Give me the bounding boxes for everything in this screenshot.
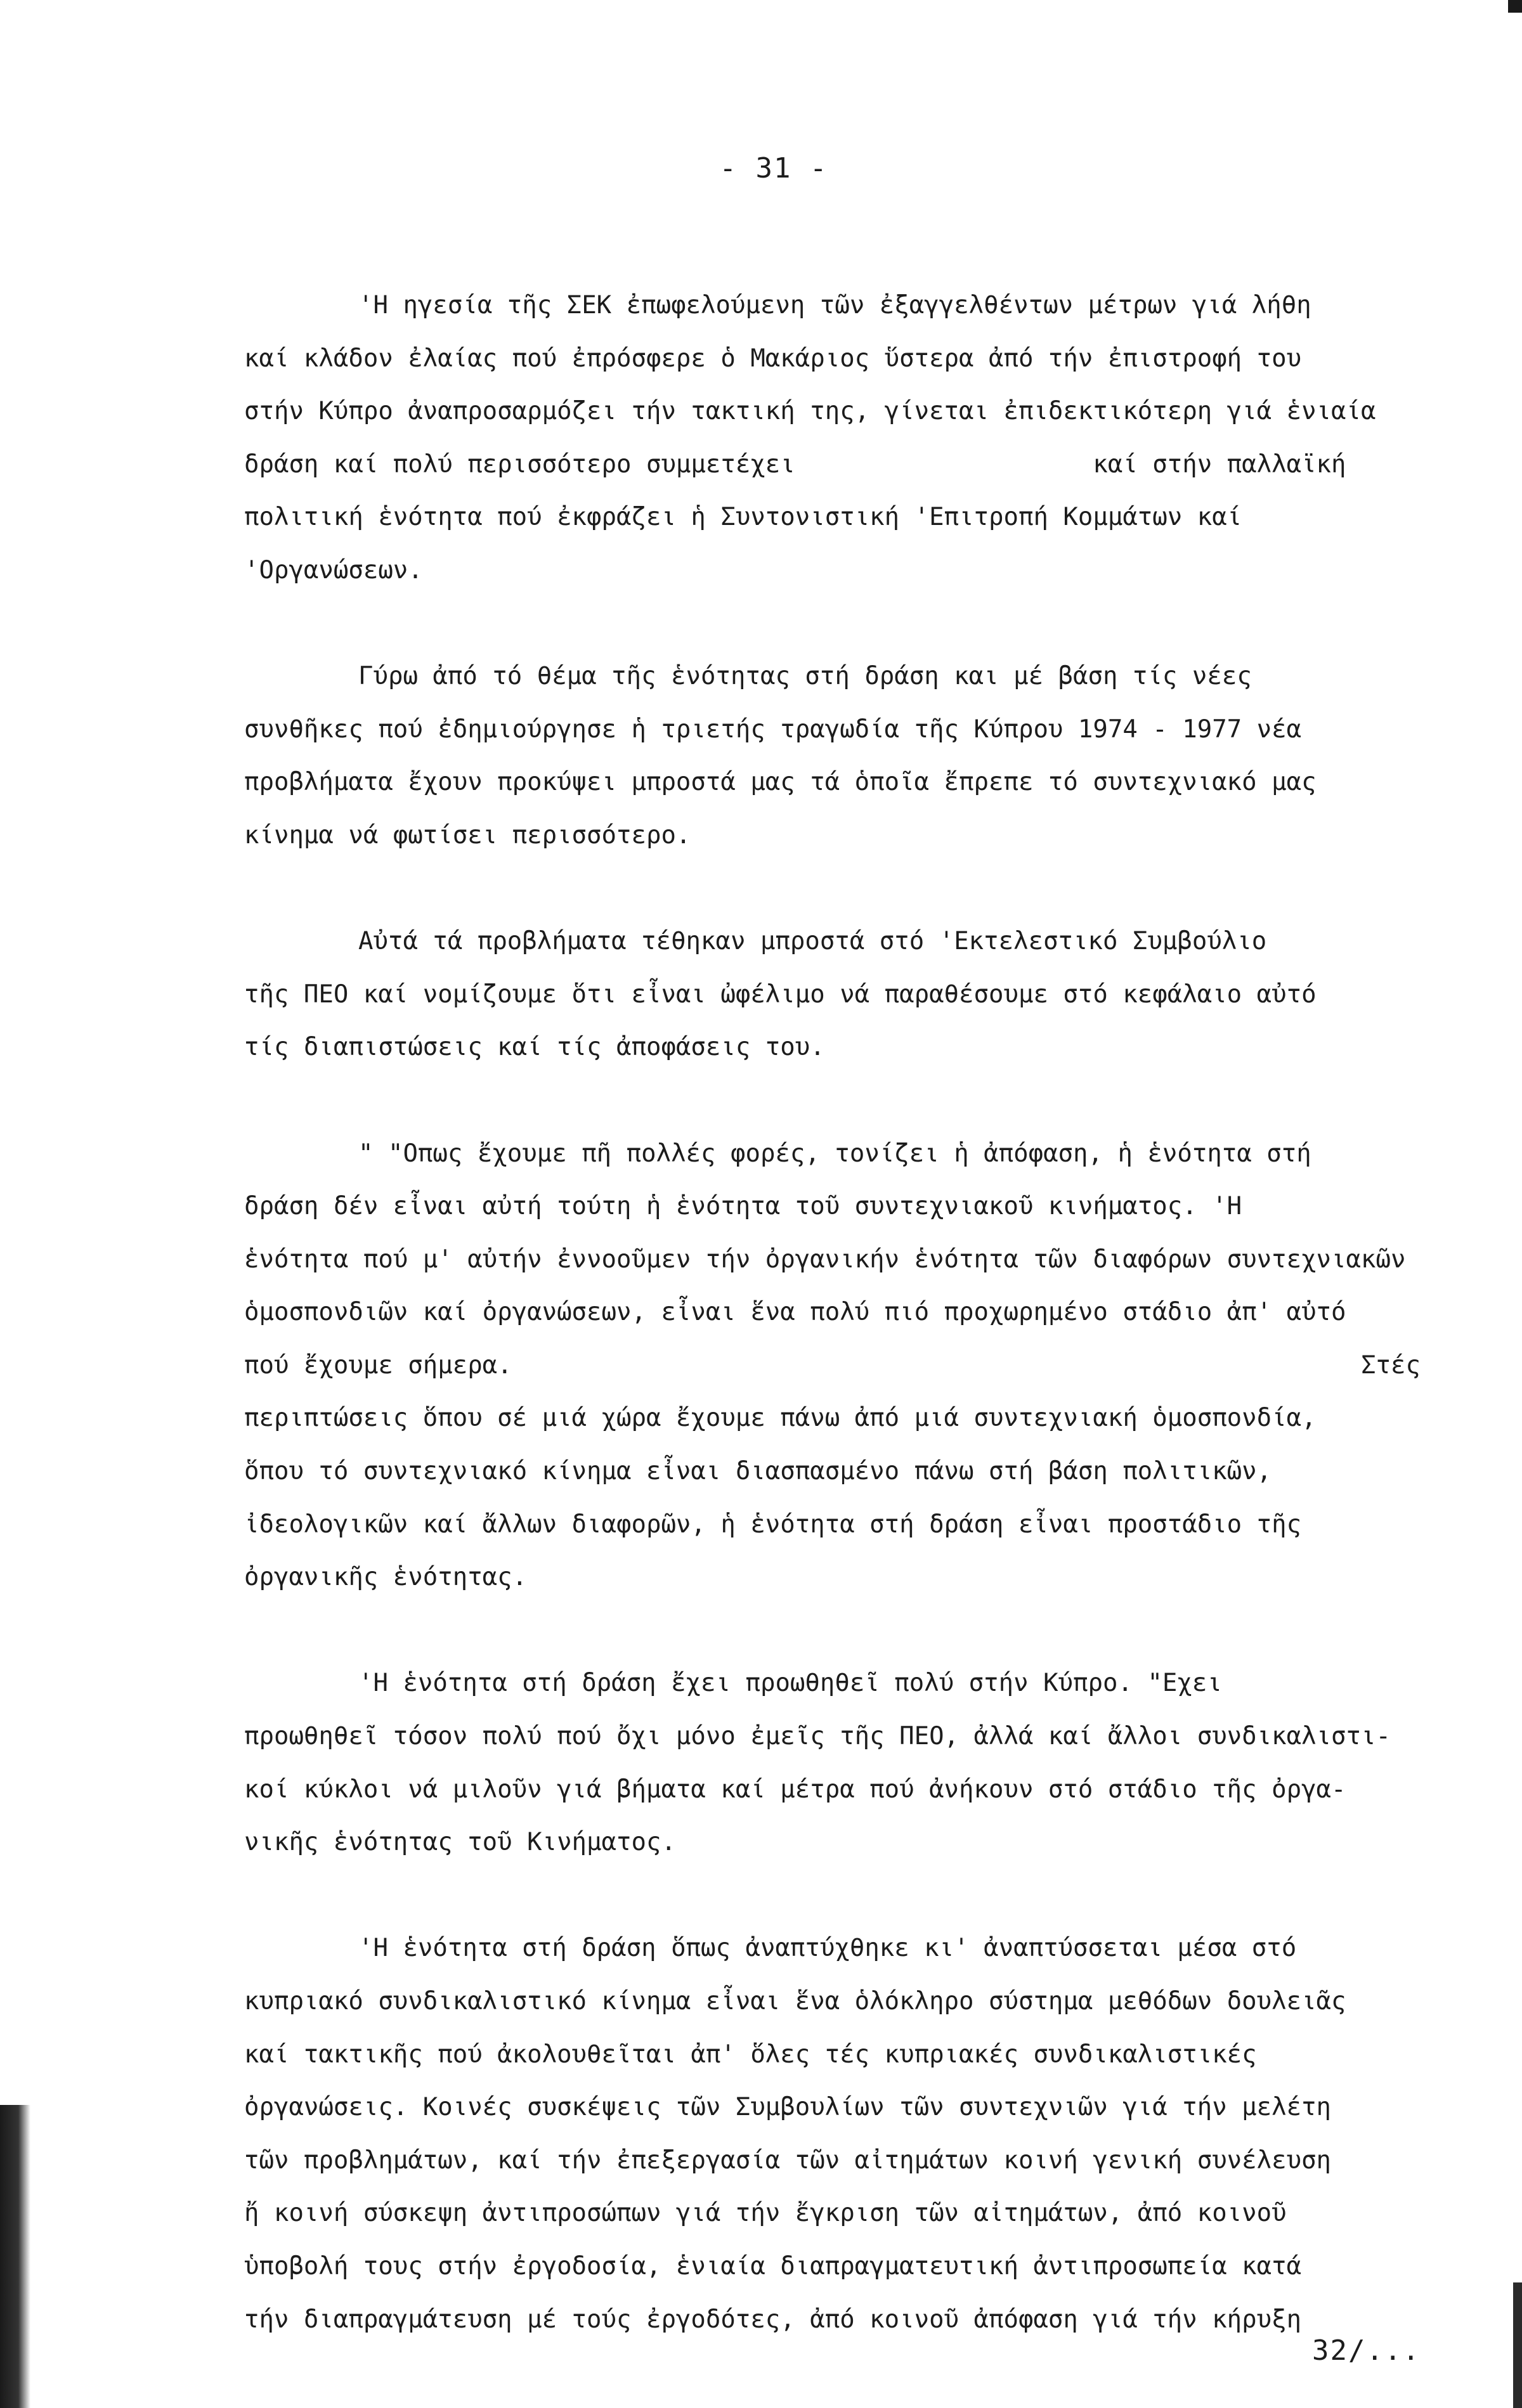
text-line: στήν Κύπρο ἀναπροσαρμόζει τήν τακτική της, γίνεται ἐπιδεκτικότερη γιά ἑνιαία bbox=[244, 397, 1376, 426]
paragraph-5 bbox=[244, 1657, 1471, 1868]
text-line: ὅπου τό συντεχνιακό κίνημα εἶναι διασπασμένο πάνω στή βάση πολιτικῶν, bbox=[244, 1457, 1272, 1486]
text-line: ἑνότητα πού μ' αὐτήν ἐννοοῦμεν τήν ὀργανικήν ἑνότητα τῶν διαφόρων συντεχνιακῶν bbox=[244, 1245, 1406, 1274]
text-line: περιπτώσεις ὅπου σέ μιά χώρα ἔχουμε πάνω ἀπό μιά συντεχνιακή ὁμοσπονδία, bbox=[244, 1404, 1317, 1433]
text-line: νικῆς ἑνότητας τοῦ Κινήματος. bbox=[244, 1828, 676, 1857]
text-line: 'Η ἑνότητα στή δράση ἔχει προωθηθεῖ πολύ στήν Κύπρο. "Εχει bbox=[358, 1669, 1222, 1698]
text-line: κίνημα νά φωτίσει περισσότερο. bbox=[244, 820, 691, 850]
text-line: τῶν προβλημάτων, καί τήν ἐπεξεργασία τῶν αἰτημάτων κοινή γενική συνέλευση bbox=[244, 2146, 1332, 2175]
text-line: καί κλάδον ἐλαίας πού ἐπρόσφερε ὁ Μακάριος ὕστερα ἀπό τήν ἐπιστροφή του bbox=[244, 344, 1302, 373]
text-line: ὀργανώσεις. Κοινές συσκέψεις τῶν Συμβουλίων τῶν συντεχνιῶν γιά τήν μελέτη bbox=[244, 2093, 1332, 2122]
paragraph-1 bbox=[244, 279, 1471, 597]
text-line: ὑποβολή τους στήν ἐργοδοσία, ἑνιαία διαπραγματευτική ἀντιπροσωπεία κατά bbox=[244, 2251, 1302, 2281]
text-line: τίς διαπιστώσεις καί τίς ἀποφάσεις του. bbox=[244, 1033, 825, 1062]
text-line: προβλήματα ἔχουν προκύψει μπροστά μας τά ὁποῖα ἔπρεπε τό συντεχνιακό μας bbox=[244, 768, 1317, 797]
text-line: τῆς ΠΕΟ καί νομίζουμε ὅτι εἶναι ὠφέλιμο νά παραθέσουμε στό κεφάλαιο αὐτό bbox=[244, 980, 1317, 1009]
text-line: καί τακτικῆς πού ἀκολουθεῖται ἀπ' ὅλες τές κυπριακές συνδικαλιστικές bbox=[244, 2040, 1257, 2069]
text-line: Γύρω ἀπό τό θέμα τῆς ἑνότητας στή δράση και μέ βάση τίς νέες bbox=[358, 662, 1252, 691]
text-line: πολιτική ἑνότητα πού ἐκφράζει ἡ Συντονιστική 'Επιτροπή Κομμάτων καί bbox=[244, 503, 1242, 532]
text-line: δράση καί πολύ περισσότερο συμμετέχει καί στήν παλλαϊκή bbox=[244, 450, 1346, 479]
scan-edge-shadow bbox=[1513, 2282, 1522, 2408]
text-line: κοί κύκλοι νά μιλοῦν γιά βήματα καί μέτρα πού ἀνήκουν στό στάδιο τῆς ὀργα- bbox=[244, 1775, 1346, 1804]
text-line: ὀργανικῆς ἑνότητας. bbox=[244, 1563, 528, 1592]
text-line: κυπριακό συνδικαλιστικό κίνημα εἶναι ἕνα ὁλόκληρο σύστημα μεθόδων δουλειᾶς bbox=[244, 1987, 1346, 2016]
text-line: τήν διαπραγμάτευση μέ τούς ἐργοδότες, ἀπό κοινοῦ ἀπόφαση γιά τήν κήρυξη bbox=[244, 2305, 1302, 2334]
text-line: ἰδεολογικῶν καί ἄλλων διαφορῶν, ἡ ἑνότητα στή δράση εἶναι προστάδιο τῆς bbox=[244, 1510, 1302, 1539]
text-line: προωθηθεῖ τόσον πολύ πού ὄχι μόνο ἐμεῖς τῆς ΠΕΟ, ἀλλά καί ἄλλοι συνδικαλιστι- bbox=[244, 1722, 1391, 1751]
scan-edge-shadow bbox=[0, 2105, 30, 2408]
text-line: ὁμοσπονδιῶν καί ὀργανώσεων, εἶναι ἕνα πολύ πιό προχωρημένο στάδιο ἀπ' αὐτό bbox=[244, 1298, 1346, 1327]
text-line: Στές bbox=[1361, 1350, 1421, 1380]
page-number: - 31 - bbox=[719, 152, 828, 184]
scan-corner-mark bbox=[1508, 0, 1522, 13]
paragraph-3 bbox=[244, 915, 1471, 1074]
page-continuation-marker: 32/... bbox=[1312, 2334, 1421, 2367]
body-text bbox=[244, 279, 1471, 2399]
paragraph-6 bbox=[244, 1922, 1471, 2346]
text-line: 'Οργανώσεων. bbox=[244, 555, 423, 585]
text-line: ἤ κοινή σύσκεψη ἀντιπροσώπων γιά τήν ἔγκριση τῶν αἰτημάτων, ἀπό κοινοῦ bbox=[244, 2199, 1287, 2228]
text-line: Αὐτά τά προβλήματα τέθηκαν μπροστά στό 'Εκτελεστικό Συμβούλιο bbox=[358, 927, 1267, 956]
text-line: 'Η ηγεσία τῆς ΣΕΚ ἐπωφελούμενη τῶν ἐξαγγελθέντων μέτρων γιά λήθη bbox=[358, 291, 1311, 320]
paragraph-2 bbox=[244, 650, 1471, 862]
paragraph-4 bbox=[244, 1127, 1471, 1604]
text-line: " "Οπως ἔχουμε πῆ πολλές φορές, τονίζει ἡ ἀπόφαση, ἡ ἑνότητα στή bbox=[358, 1139, 1311, 1168]
text-line: 'Η ἑνότητα στή δράση ὅπως ἀναπτύχθηκε κι' ἀναπτύσσεται μέσα στό bbox=[358, 1934, 1297, 1963]
text-line: συνθῆκες πού ἐδημιούργησε ἡ τριετής τραγωδία τῆς Κύπρου 1974 - 1977 νέα bbox=[244, 715, 1302, 744]
text-line: δράση δέν εἶναι αὐτή τούτη ἡ ἑνότητα τοῦ συντεχνιακοῦ κινήματος. 'Η bbox=[244, 1192, 1242, 1221]
text-line: πού ἔχουμε σήμερα. bbox=[244, 1350, 512, 1380]
